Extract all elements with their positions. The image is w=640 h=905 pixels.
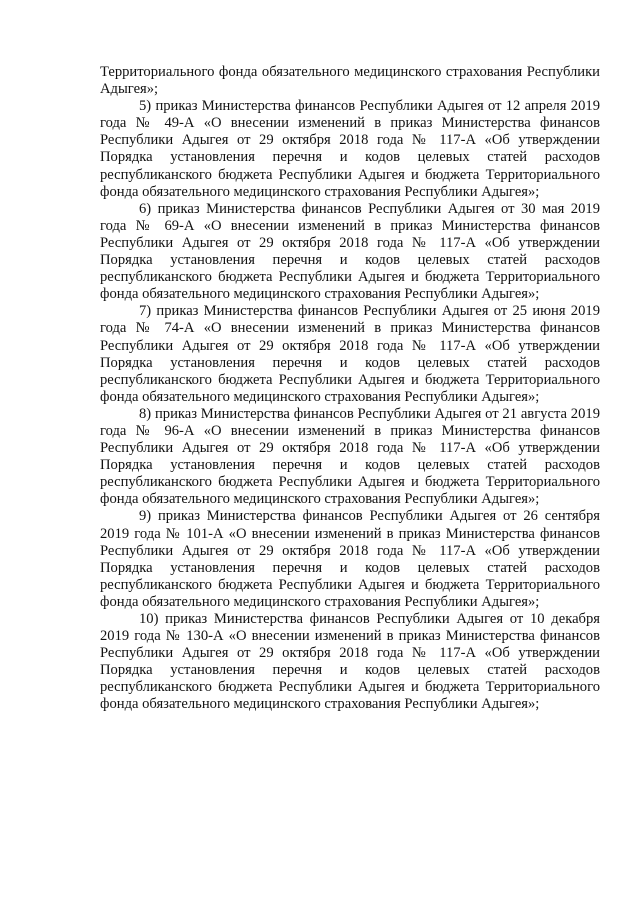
paragraph-continuation: Территориального фонда обязательного медицинского страхования Республики Адыгея»; xyxy=(100,64,600,98)
list-item-6: 6) приказ Министерства финансов Республики Адыгея от 30 мая 2019 года № 69-А «О внесении изменений в приказ Министерства финансов Республики Адыгея от 29 октября 2018 года № 117-А «Об утверждении Порядка установления перечня и кодов целевых статей расходов республиканского бюджета Республики Адыгея и бюджета Территориального фонда обязательного медицинского страхования Республики Адыгея»; xyxy=(100,200,600,303)
document-page xyxy=(100,64,600,714)
list-item-7: 7) приказ Министерства финансов Республики Адыгея от 25 июня 2019 года № 74-А «О внесении изменений в приказ Министерства финансов Республики Адыгея от 29 октября 2018 года № 117-А «Об утверждении Порядка установления перечня и кодов целевых статей расходов республиканского бюджета Республики Адыгея и бюджета Территориального фонда обязательного медицинского страхования Республики Адыгея»; xyxy=(100,303,600,405)
list-item-8: 8) приказ Министерства финансов Республики Адыгея от 21 августа 2019 года № 96-А «О внесении изменений в приказ Министерства финансов Республики Адыгея от 29 октября 2018 года № 117-А «Об утверждении Порядка установления перечня и кодов целевых статей расходов республиканского бюджета Республики Адыгея и бюджета Территориального фонда обязательного медицинского страхования Республики Адыгея»; xyxy=(100,405,600,508)
list-item-5: 5) приказ Министерства финансов Республики Адыгея от 12 апреля 2019 года № 49-А «О внесении изменений в приказ Министерства финансов Республики Адыгея от 29 октября 2018 года № 117-А «Об утверждении Порядка установления перечня и кодов целевых статей расходов республиканского бюджета Республики Адыгея и бюджета Территориального фонда обязательного медицинского страхования Республики Адыгея»; xyxy=(100,98,600,200)
list-item-9: 9) приказ Министерства финансов Республики Адыгея от 26 сентября 2019 года № 101-А «О внесении изменений в приказ Министерства финансов Республики Адыгея от 29 октября 2018 года № 117-А «Об утверждении Порядка установления перечня и кодов целевых статей расходов республиканского бюджета Республики Адыгея и бюджета Территориального фонда обязательного медицинского страхования Республики Адыгея»; xyxy=(100,508,600,610)
list-item-10: 10) приказ Министерства финансов Республики Адыгея от 10 декабря 2019 года № 130-А «О внесении изменений в приказ Министерства финансов Республики Адыгея от 29 октября 2018 года № 117-А «Об утверждении Порядка установления перечня и кодов целевых статей расходов республиканского бюджета Республики Адыгея и бюджета Территориального фонда обязательного медицинского страхования Республики Адыгея»; xyxy=(100,611,600,713)
